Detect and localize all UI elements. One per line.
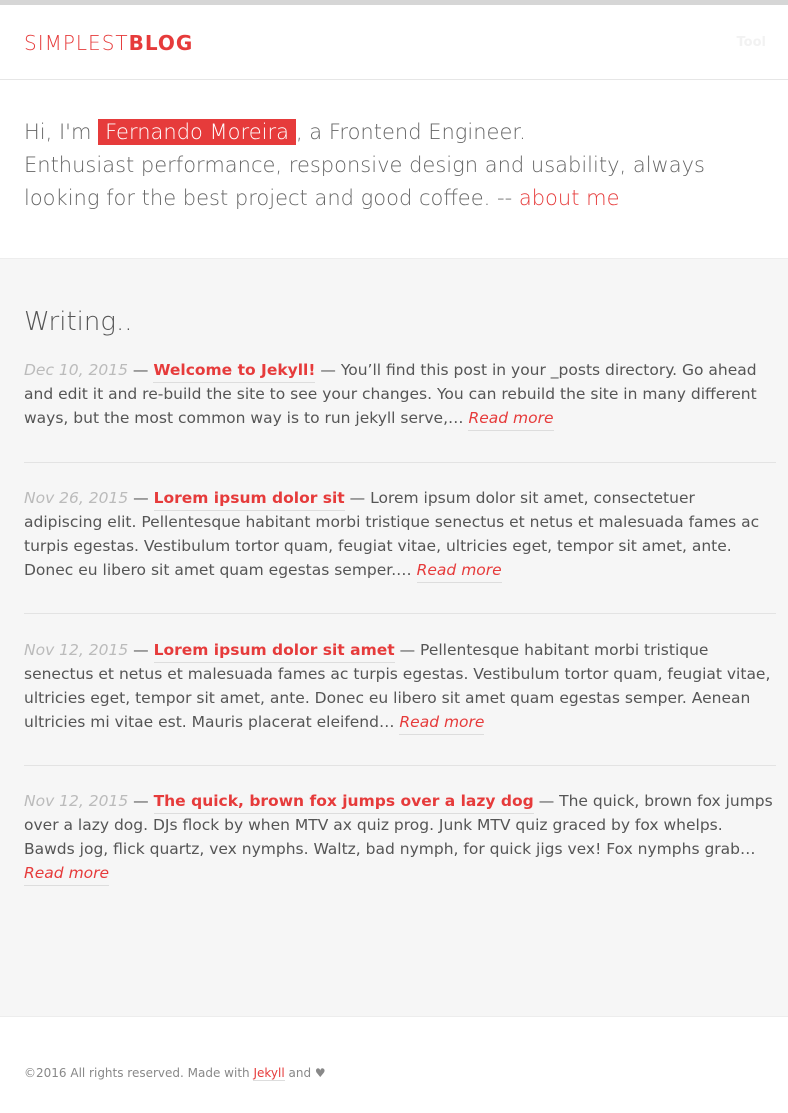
copyright-text: ©2016 All rights reserved. Made with <box>24 1066 250 1080</box>
post-item <box>24 638 776 734</box>
jekyll-link[interactable]: Jekyll <box>253 1066 285 1080</box>
post-item <box>24 486 776 582</box>
site-header <box>0 5 788 80</box>
post-title-link[interactable]: Lorem ipsum dolor sit <box>154 489 345 511</box>
separator-dash: — <box>399 641 416 659</box>
separator-dash: — <box>132 361 149 379</box>
post-date: Nov 12, 2015 <box>24 641 129 659</box>
intro-greeting: Hi, I'm <box>24 120 92 144</box>
read-more-link[interactable]: Read more <box>24 864 109 886</box>
logo-thin-text: SIMPLEST <box>24 31 129 55</box>
post-title-link[interactable]: The quick, brown fox jumps over a lazy dog <box>154 792 534 814</box>
posts-section <box>0 258 788 1017</box>
separator-dash: — <box>349 489 366 507</box>
separator-dash: — <box>133 489 149 507</box>
intro-section <box>24 116 772 215</box>
author-name-highlight: Fernando Moreira <box>98 119 296 145</box>
section-title: Writing.. <box>24 307 133 337</box>
logo-bold-text: BLOG <box>128 31 194 55</box>
post-title-link[interactable]: Lorem ipsum dolor sit amet <box>154 641 395 663</box>
read-more-link[interactable]: Read more <box>468 409 553 431</box>
separator-dash: — <box>538 792 555 810</box>
post-divider <box>24 613 776 614</box>
post-date: Dec 10, 2015 <box>24 361 128 379</box>
post-date: Nov 26, 2015 <box>24 489 129 507</box>
post-excerpt: You’ll find this post in your _posts directory. Go ahead and edit it and re-build the site to see your changes. You can rebuild the site in many different ways, but the most common way is to run jekyll serve,… <box>24 361 757 427</box>
post-item <box>24 358 776 430</box>
post-excerpt: Lorem ipsum dolor sit amet, consectetuer adipiscing elit. Pellentesque habitant morbi tristique senectus et netus et malesuada fames ac turpis egestas. Vestibulum tortor quam, feugiat vitae, ultricies eget, tempor sit amet, ante. Donec eu libero sit amet quam egestas semper.… <box>24 489 760 579</box>
post-title-link[interactable]: Welcome to Jekyll! <box>153 361 315 383</box>
header-nav-link[interactable]: Tool <box>736 35 766 50</box>
post-date: Nov 12, 2015 <box>24 792 129 810</box>
read-more-link[interactable]: Read more <box>399 713 484 735</box>
site-footer <box>24 1066 326 1080</box>
post-item <box>24 789 776 885</box>
footer-and-text: and <box>288 1066 312 1080</box>
read-more-link[interactable]: Read more <box>417 561 502 583</box>
intro-role: , a Frontend Engineer. <box>295 120 526 144</box>
separator-dash: — <box>320 361 336 379</box>
separator-dash: — <box>133 641 149 659</box>
post-divider <box>24 462 776 463</box>
separator-dash: — <box>133 792 149 810</box>
intro-bio: Enthusiast performance, responsive design and usability, always looking for the best project and good coffee. -- <box>24 153 705 210</box>
post-divider <box>24 765 776 766</box>
heart-icon: ♥ <box>314 1066 326 1080</box>
post-excerpt: The quick, brown fox jumps over a lazy dog. DJs flock by when MTV ax quiz prog. Junk MTV quiz graced by fox whelps. Bawds jog, flick quartz, vex nymphs. Waltz, bad nymph, for quick jigs vex! Fox nymphs grab… <box>24 792 773 858</box>
site-logo[interactable] <box>24 31 193 55</box>
post-excerpt: Pellentesque habitant morbi tristique senectus et netus et malesuada fames ac turpis egestas. Vestibulum tortor quam, feugiat vitae, ultricies eget, tempor sit amet, ante. Donec eu libero sit amet quam egestas semper. Aenean ultricies mi vitae est. Mauris placerat eleifend… <box>24 641 771 731</box>
about-me-link[interactable]: about me <box>518 186 620 210</box>
